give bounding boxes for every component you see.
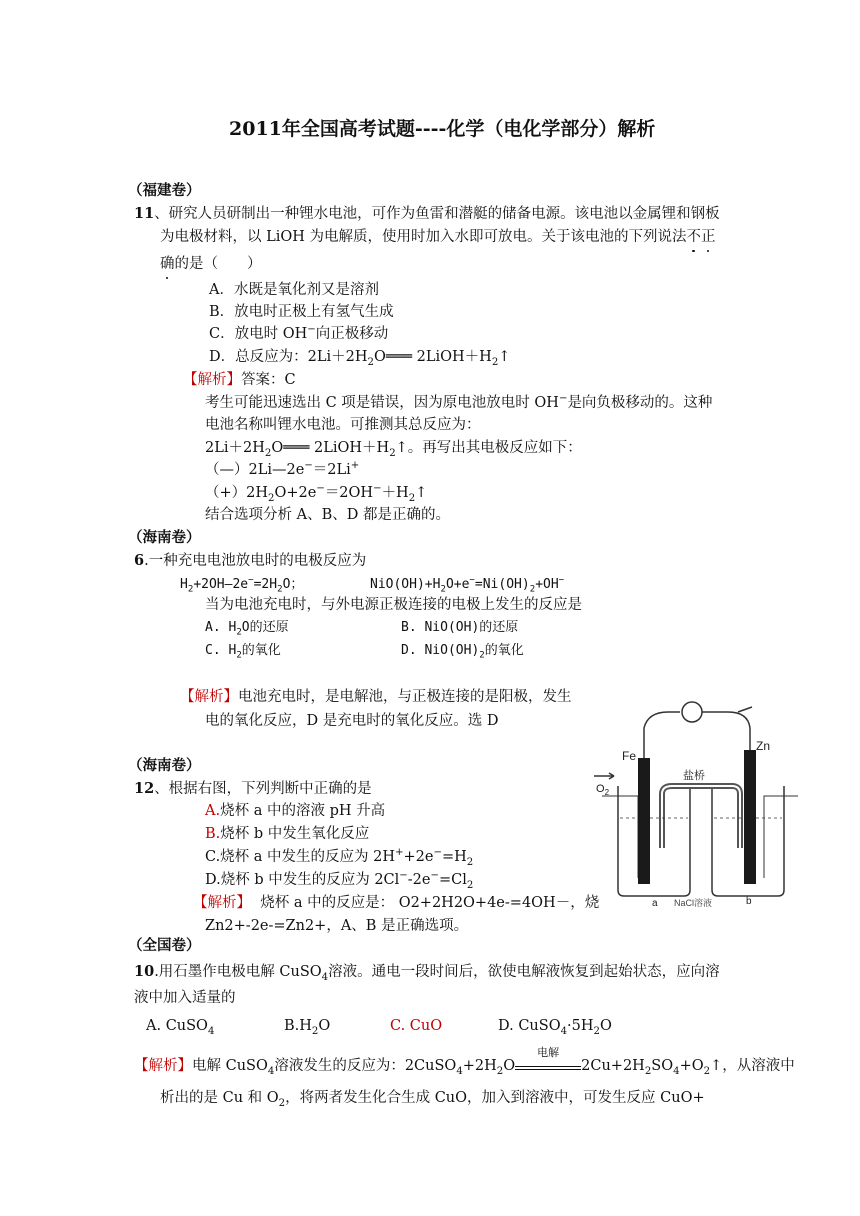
- q11-explain-3-sub2: 2: [389, 447, 396, 459]
- q12-option-a: [205, 803, 385, 820]
- q11-explain-4-post: ＝2Li: [312, 462, 351, 478]
- q11-option-c-sup: −: [307, 324, 316, 336]
- q10-stem-1: [134, 963, 720, 981]
- q6-r2-sub1: 2: [440, 584, 446, 595]
- q11-line1: [134, 205, 720, 223]
- o2-label: $O_2$: [596, 783, 610, 797]
- electrochemical-cell-diagram: [588, 698, 808, 908]
- q12-option-c-sup2: −: [433, 847, 442, 859]
- q11-explain-3-post: ↑。再写出其电极反应如下：: [395, 440, 582, 456]
- q11-explain-5-arrow: ↑: [415, 485, 428, 501]
- q10-stem-1-post: 溶液。通电一段时间后，欲使电解液恢复到起始状态，应向溶: [328, 964, 720, 980]
- q12-option-c-end: =H: [441, 849, 467, 865]
- q11-stem-1: 、研究人员研制出一种锂水电池，可作为鱼雷和潜艇的储备电源。该电池以金属锂和钢板: [154, 206, 720, 222]
- q6-stem: [134, 552, 366, 570]
- q10-e1-sub6: 2: [703, 1065, 711, 1077]
- q6-option-d: [401, 643, 524, 659]
- q6-option-a-sub: 2: [236, 627, 242, 638]
- q11-not-char: 不: [686, 229, 702, 245]
- q11-correct-char1: 正: [701, 229, 716, 245]
- q11-explain-5-sub2: 2: [408, 492, 416, 504]
- q11-option-c: [209, 326, 388, 343]
- q10-stem-1-sub: 4: [321, 971, 329, 983]
- q6-r1-sup: −: [248, 575, 254, 586]
- q11-explain-1: [205, 395, 712, 412]
- q10-option-d-end: O: [599, 1018, 612, 1034]
- q12-explain-2: Zn2+-2e-=Zn2+，A、B 是正确选项。: [205, 918, 469, 934]
- q11-correct-char2: 确: [160, 256, 175, 272]
- q11-explain-3-sub1: 2: [264, 447, 272, 459]
- q11-explain-1-post: 是向负极移动的。这种: [567, 395, 713, 411]
- q12-option-c-mid: +2e: [403, 849, 434, 865]
- q11-explain-4-pre: （—）2Li—2e: [205, 462, 305, 478]
- q6-r1-c: =2H: [253, 577, 278, 592]
- q11-explain-5-pre: （+）2H: [205, 485, 269, 501]
- q12-option-d-mid: -2e: [407, 872, 431, 888]
- beaker-b-label: b: [746, 896, 752, 907]
- q6-option-c-rest: 的氧化: [241, 643, 281, 658]
- q12-stem: [134, 780, 372, 798]
- q11-explain-4-sup1: −: [304, 460, 313, 472]
- q10-e1-sub5: 4: [673, 1065, 680, 1077]
- section-fujian: （福建卷）: [128, 182, 201, 199]
- q12-number: 12: [134, 780, 155, 797]
- q11-option-b: B．放电时正极上有氢气生成: [209, 304, 394, 320]
- q6-r2-c: =Ni(OH): [474, 577, 530, 592]
- q10-option-d-rest: ·5H: [567, 1018, 594, 1034]
- q10-e2-sub: 2: [278, 1097, 286, 1109]
- q10-stem-1-pre: .用石墨作电极电解 CuSO: [154, 964, 322, 980]
- q11-analysis-tag: 【解析】: [183, 372, 241, 388]
- q10-e1-g: +O: [679, 1058, 704, 1074]
- q6-r2-b: O+e: [445, 577, 470, 592]
- q12-option-b-letter: B.: [205, 826, 221, 842]
- q11-explain-4: [205, 462, 359, 479]
- q10-e1-h: ↑，从溶液中: [710, 1058, 795, 1074]
- q6-stem-text: .一种充电电池放电时的电极反应为: [144, 553, 367, 569]
- q6-r2-sup1: −: [469, 575, 475, 586]
- q6-r2-a: NiO(OH)+H: [370, 577, 441, 592]
- q10-e1-a: 电解 CuSO: [192, 1058, 268, 1074]
- q6-option-c-sub: 2: [236, 650, 242, 661]
- q11-option-a: A．水既是氧化剂又是溶剂: [209, 282, 379, 298]
- q6-analysis: [180, 689, 572, 706]
- q12-option-a-text: 烧杯 a 中的溶液 pH 升高: [220, 803, 386, 819]
- q10-option-d-pre: D. CuSO: [498, 1018, 561, 1034]
- q12-analysis: [193, 895, 599, 912]
- beaker-a-label: a: [652, 898, 658, 908]
- q11-option-d-arrow: ↑: [498, 349, 511, 365]
- q10-option-b-rest: O: [318, 1018, 331, 1034]
- q11-explain-3: [205, 440, 582, 457]
- q6-r1-b: +2OH—2e: [193, 577, 249, 592]
- q11-option-d-rest: O═══ 2LiOH＋H: [373, 349, 492, 365]
- q6-r2-d: +OH: [535, 577, 559, 592]
- electrolysis-label: 电解: [537, 1046, 560, 1059]
- q10-stem-2: 液中加入适量的: [134, 990, 236, 1006]
- q10-e2-pre: 析出的是 Cu 和 O: [160, 1090, 279, 1106]
- zn-label: Zn: [756, 739, 771, 753]
- electrolysis-sign: [515, 1046, 581, 1070]
- q6-option-b: B. NiO(OH)的还原: [401, 620, 519, 635]
- q11-stem-2: 为电极材料，以 LiOH 为电解质，使用时加入水即可放电。关于该电池的下列说法: [160, 229, 687, 245]
- q12-option-d-sup1: −: [399, 870, 408, 882]
- q12-option-d-sup2: −: [430, 870, 439, 882]
- q11-explain-2: 电池名称叫锂水电池。可推测其总反应为：: [205, 417, 481, 433]
- q10-number: 10: [134, 963, 155, 980]
- q11-option-d-sub2: 2: [491, 356, 499, 368]
- q6-option-d-sub: 2: [479, 650, 485, 661]
- q10-e2-post: ，将两者发生化合生成 CuO，加入到溶液中，可发生反应 CuO+: [285, 1090, 705, 1106]
- salt-bridge-label: 盐桥: [683, 770, 705, 782]
- q6-option-c-pre: C. H: [205, 643, 237, 658]
- q11-explain-3-pre: 2Li＋2H: [205, 440, 265, 456]
- q10-e1-e: 2Cu+2H: [581, 1058, 645, 1074]
- q6-option-d-pre: D. NiO(OH): [401, 643, 480, 658]
- section-hainan-2: （海南卷）: [128, 757, 201, 774]
- q6-option-d-rest: 的氧化: [484, 643, 524, 658]
- q11-line3: [160, 256, 262, 273]
- solution-label: NaCl溶液: [674, 898, 713, 908]
- q10-option-c: C. CuO: [390, 1018, 443, 1034]
- q12-option-b-text: 烧杯 b 中发生氧化反应: [220, 826, 370, 842]
- q12-option-c: [205, 849, 473, 866]
- fe-electrode: [638, 758, 650, 884]
- q11-analysis: [183, 372, 296, 389]
- q11-explain-5-sup2: −: [373, 483, 382, 495]
- q6-explain-1: 电池充电时，是电解池，与正极连接的是阳极，发生: [238, 689, 572, 705]
- zn-electrode: [744, 750, 756, 884]
- fe-label: Fe: [622, 749, 637, 763]
- q10-e1-b: 溶液发生的反应为：2CuSO: [274, 1058, 457, 1074]
- q10-e1-sub2: 4: [456, 1065, 463, 1077]
- q10-e1-sub1: 4: [267, 1065, 275, 1077]
- q11-stem-3: 的是（ ）: [174, 256, 262, 272]
- q12-option-d-sub: 2: [466, 879, 474, 891]
- q10-option-a-pre: A. CuSO: [146, 1018, 208, 1034]
- q11-option-c-post: 向正极移动: [315, 326, 389, 342]
- q10-option-a-sub: 4: [207, 1025, 215, 1037]
- q11-answer: 答案：C: [241, 372, 296, 388]
- q6-explain-2: 电的氧化反应，D 是充电时的氧化反应。选 D: [205, 713, 499, 729]
- q12-analysis-tag: 【解析】: [193, 895, 251, 911]
- q11-option-d: [209, 349, 510, 366]
- q12-option-b: [205, 826, 369, 843]
- q11-number: 11: [134, 205, 155, 222]
- q11-explain-5: [205, 485, 427, 502]
- q10-e1-sub3: 2: [496, 1065, 504, 1077]
- q12-option-d-end: =Cl: [438, 872, 467, 888]
- q10-e1-sub4: 2: [644, 1065, 652, 1077]
- q11-explain-4-sup2: +: [350, 460, 360, 472]
- q11-explain-3-mid: O═══ 2LiOH＋H: [271, 440, 390, 456]
- q10-option-a: [146, 1018, 214, 1035]
- q11-explain-1-sup: −: [558, 393, 568, 405]
- q6-r1-sub1: 2: [187, 584, 194, 595]
- q6-r2-sub2: 2: [529, 584, 536, 595]
- q11-explain-5-post: ＋H: [381, 485, 409, 501]
- q6-option-c: [205, 643, 281, 659]
- q11-option-c-pre: C．放电时 OH: [209, 326, 308, 342]
- q12-option-c-sub: 2: [466, 856, 474, 868]
- q12-explain-1: 烧杯 a 中的反应是： O2+2H2O+4e-=4OH－，烧: [260, 895, 600, 911]
- q10-e1-f: SO: [651, 1058, 674, 1074]
- q10-option-b-pre: B.H: [284, 1018, 312, 1034]
- q10-option-d: [498, 1018, 612, 1035]
- q6-question: 当为电池充电时，与外电源正极连接的电极上发生的反应是: [205, 597, 582, 613]
- section-quanguo: （全国卷）: [128, 937, 201, 954]
- q6-reaction-1: [180, 577, 303, 593]
- q11-explain-5-sub1: 2: [268, 492, 275, 504]
- q10-option-d-sub2: 2: [593, 1025, 600, 1037]
- q10-explain-2: [160, 1090, 705, 1107]
- q6-r1-a: H: [180, 577, 188, 592]
- q11-explain-5-mid: O+2e: [274, 485, 317, 501]
- q11-explain-5-mid2: ＝2OH: [324, 485, 374, 501]
- q11-explain-6: 结合选项分析 A、B、D 都是正确的。: [205, 507, 450, 523]
- q10-analysis: [134, 1046, 795, 1077]
- q10-analysis-tag: 【解析】: [134, 1058, 192, 1074]
- q12-option-c-pre: C.烧杯 a 中发生的反应为 2H: [205, 849, 396, 865]
- q11-option-d-pre: D．总反应为：2Li＋2H: [209, 349, 368, 365]
- q11-explain-1-pre: 考生可能迅速选出 C 项是错误，因为原电池放电时 OH: [205, 395, 559, 411]
- q6-r1-d: O；: [282, 577, 304, 592]
- q6-reaction-2: [370, 577, 564, 593]
- q11-option-d-sub1: 2: [367, 356, 374, 368]
- q12-option-d-pre: D.烧杯 b 中发生的反应为 2Cl: [205, 872, 400, 888]
- q11-explain-5-sup1: −: [316, 483, 325, 495]
- q12-option-d: [205, 872, 473, 889]
- q12-option-c-sup1: +: [395, 847, 404, 859]
- q10-option-b: [284, 1018, 330, 1035]
- q6-option-a-rest: O的还原: [241, 620, 289, 635]
- q11-line2: [160, 229, 716, 246]
- q10-option-d-sub1: 4: [560, 1025, 568, 1037]
- q12-option-a-letter: A.: [205, 803, 221, 819]
- q10-option-b-sub: 2: [311, 1025, 319, 1037]
- q6-r1-sub2: 2: [277, 584, 283, 595]
- q6-option-a-pre: A. H: [205, 620, 237, 635]
- q6-option-a: [205, 620, 289, 636]
- q10-e1-d: O: [503, 1058, 516, 1074]
- section-hainan-1: （海南卷）: [128, 529, 201, 546]
- q6-analysis-tag: 【解析】: [180, 689, 238, 705]
- q6-r2-sup2: −: [558, 575, 565, 586]
- q10-e1-c: +2H: [462, 1058, 497, 1074]
- q12-stem-text: 、根据右图，下列判断中正确的是: [154, 781, 372, 797]
- page-title: 2011年全国高考试题----化学（电化学部分）解析: [229, 118, 656, 140]
- q6-number: 6: [134, 552, 145, 569]
